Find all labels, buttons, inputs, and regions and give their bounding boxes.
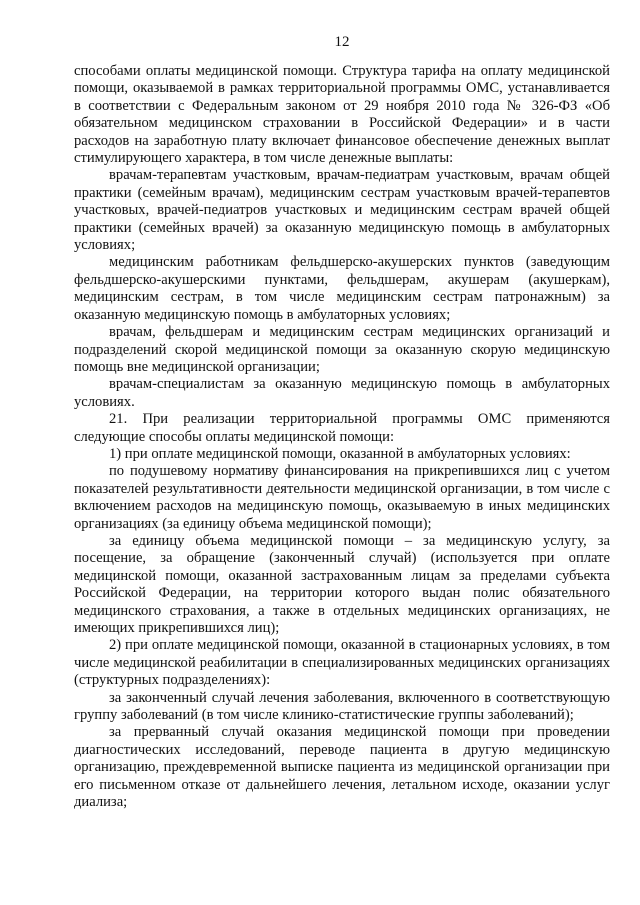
paragraph-completed-case: за законченный случай лечения заболевания, включенного в соответствующую группу заболеваний (в том числе клинико-статистические группы заболеваний); bbox=[74, 689, 610, 724]
document-body bbox=[74, 63, 610, 811]
paragraph-district-physicians: врачам-терапевтам участковым, врачам-педиатрам участковым, врачам общей практики (семейным врачам), медицинским сестрам участковым врачей-терапевтов участковых, врачей-педиатров участковых и медицинским сестрам врачей общей практики (семейных врачей) за оказанную медицинскую помощь в амбулаторных условиях; bbox=[74, 167, 610, 254]
paragraph-per-capita: по подушевому нормативу финансирования на прикрепившихся лиц с учетом показателей результативности деятельности медицинской организации, в том числе с включением расходов на медицинскую помощь, оказываемую в иных медицинских организациях (за единицу объема медицинской помощи); bbox=[74, 463, 610, 532]
paragraph-feldsher-stations: медицинским работникам фельдшерско-акушерских пунктов (заведующим фельдшерско-акушерскими пунктами, фельдшерам, акушерам (акушеркам), медицинским сестрам, в том числе медицинским сестрам патронажным) за оказанную медицинскую помощь в амбулаторных условиях; bbox=[74, 254, 610, 323]
paragraph-section-21: 21. При реализации территориальной программы ОМС применяются следующие способы оплаты медицинской помощи: bbox=[74, 411, 610, 445]
list-item-inpatient: 2) при оплате медицинской помощи, оказанной в стационарных условиях, в том числе медицинской реабилитации в специализированных медицинских организациях (структурных подразделениях): bbox=[74, 637, 610, 689]
list-item-outpatient: 1) при оплате медицинской помощи, оказанной в амбулаторных условиях: bbox=[109, 445, 571, 462]
paragraph-emergency-staff: врачам, фельдшерам и медицинским сестрам медицинских организаций и подразделений скорой медицинской помощи за оказанную скорую медицинскую помощь вне медицинской организации; bbox=[74, 324, 610, 375]
paragraph-interrupted-case: за прерванный случай оказания медицинской помощи при проведении диагностических исследований, переводе пациента в другую медицинскую организацию, преждевременной выписке пациента из медицинской организации при его письменном отказе от дальнейшего лечения, летальном исходе, оказании услуг диализа; bbox=[74, 724, 610, 811]
page-number: 12 bbox=[334, 34, 350, 50]
paragraph-specialists: врачам-специалистам за оказанную медицинскую помощь в амбулаторных условиях. bbox=[74, 376, 610, 410]
paragraph-per-unit: за единицу объема медицинской помощи – за медицинскую услугу, за посещение, за обращение (законченный случай) (используется при оплате медицинской помощи, оказанной застрахованным лицам за пределами субъекта Российской Федерации, на территории которого выдан полис обязательного медицинского страхования, а также в отдельных медицинских организациях, не имеющих прикрепившихся лиц); bbox=[74, 532, 610, 636]
paragraph-tariff-structure: способами оплаты медицинской помощи. Структура тарифа на оплату медицинской помощи, оказываемой в рамках территориальной программы ОМС, устанавливается в соответствии с Федеральным законом от 29 ноября 2010 года № 326-ФЗ «Об обязательном медицинском страховании в Российской Федерации» и в части расходов на заработную плату включает финансовое обеспечение денежных выплат стимулирующего характера, в том числе денежные выплаты: bbox=[74, 63, 610, 167]
